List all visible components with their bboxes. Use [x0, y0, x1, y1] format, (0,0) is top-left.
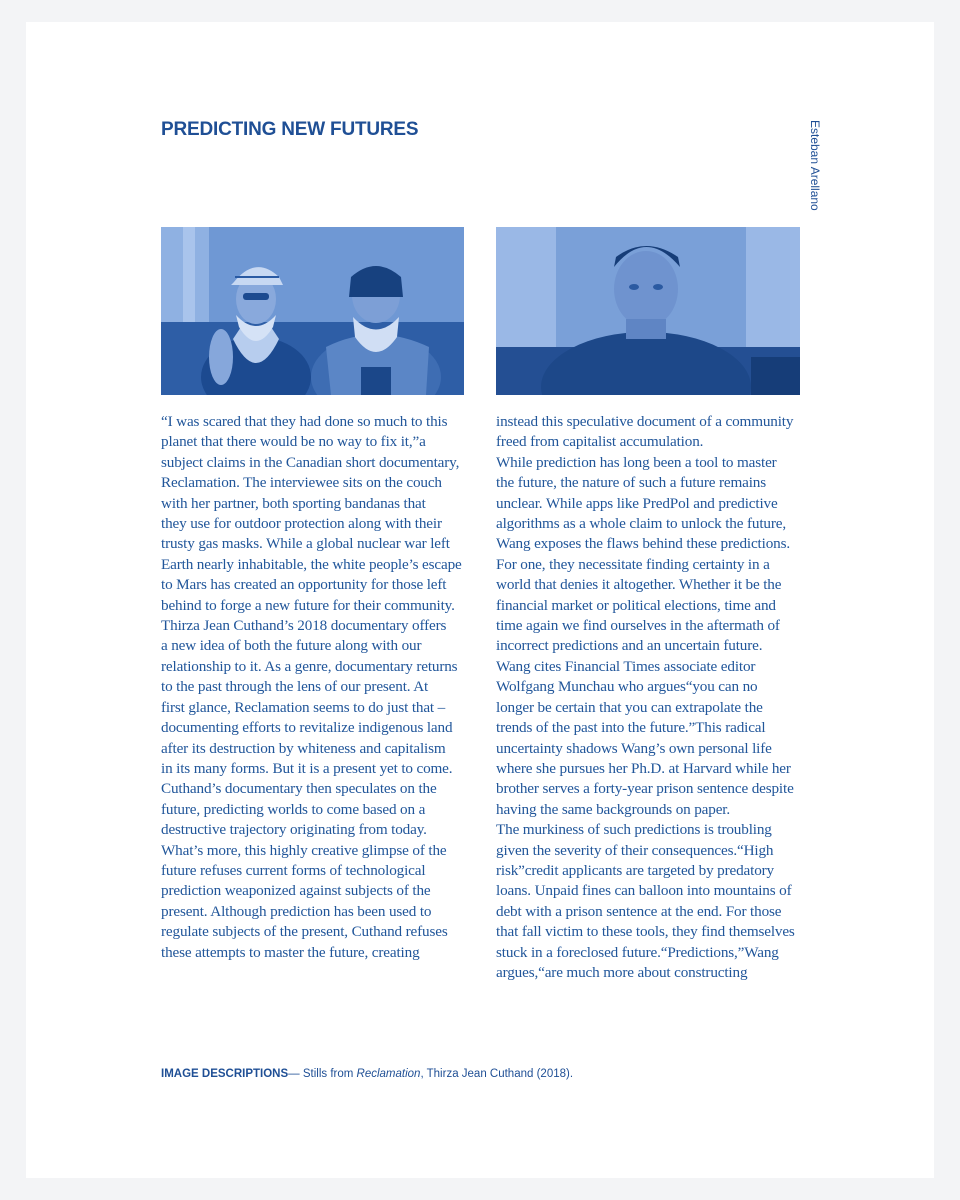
text-line: stuck in a foreclosed future.“Predictions,”Wang	[496, 943, 779, 961]
caption-dash: — Stills from	[288, 1068, 357, 1080]
text-line: to the past through the lens of our present. At	[161, 678, 429, 696]
text-line: where she pursues her Ph.D. at Harvard while her	[496, 759, 791, 777]
text-line: financial market or political elections, time and	[496, 596, 776, 614]
text-line: longer be certain that you can extrapolate the	[496, 698, 763, 716]
text-line: time again we find ourselves in the aftermath of	[496, 617, 780, 635]
caption-rest: , Thirza Jean Cuthand (2018).	[420, 1068, 574, 1080]
text-line: For one, they necessitate finding certainty in a	[496, 555, 770, 573]
text-line: world that denies it altogether. Whether it be the	[496, 576, 782, 594]
image-caption	[161, 1068, 573, 1080]
caption-label: IMAGE DESCRIPTIONS	[161, 1068, 289, 1080]
text-line: relationship to it. As a genre, documentary returns	[161, 657, 458, 675]
text-line: The murkiness of such predictions is troubling	[496, 821, 772, 839]
text-line: present. Although prediction has been used to	[161, 902, 432, 920]
text-line: algorithms as a whole claim to unlock the future,	[496, 515, 786, 533]
text-line: loans. Unpaid fines can balloon into mountains of	[496, 882, 792, 900]
text-line: risk”credit applicants are targeted by predatory	[496, 861, 775, 879]
text-line: brother serves a forty-year prison sentence despite	[496, 780, 794, 798]
text-line: freed from capitalist accumulation.	[496, 433, 704, 451]
text-line: Wolfgang Munchau who argues“you can no	[496, 678, 758, 696]
text-line: trusty gas masks. While a global nuclear war left	[161, 535, 450, 553]
text-line: destructive trajectory originating from today.	[161, 821, 427, 839]
text-line: they use for outdoor protection along with their	[161, 515, 442, 533]
page-title: PREDICTING NEW FUTURES	[161, 119, 419, 140]
text-line: Cuthand’s documentary then speculates on the	[161, 780, 437, 798]
text-line: incorrect predictions and an uncertain future.	[496, 637, 763, 655]
text-line: unclear. While apps like PredPol and predictive	[496, 494, 778, 512]
text-line: in its many forms. But it is a present yet to come.	[161, 759, 453, 777]
text-line: future refuses current forms of technological	[161, 861, 426, 879]
text-line: While prediction has long been a tool to master	[496, 453, 777, 471]
text-line: Wang cites Financial Times associate editor	[496, 657, 756, 675]
text-line: with her partner, both sporting bandanas that	[161, 494, 426, 512]
text-line: Thirza Jean Cuthand’s 2018 documentary offers	[161, 617, 447, 635]
text-line: instead this speculative document of a community	[496, 413, 794, 430]
text-line: regulate subjects of the present, Cuthand refuses	[161, 923, 448, 941]
text-line: given the severity of their consequences.“High	[496, 841, 774, 859]
text-line: Earth nearly inhabitable, the white people’s escape	[161, 555, 462, 573]
author-name: Esteban Arellano	[808, 120, 822, 211]
text-line: that fall victim to these tools, they find themselves	[496, 923, 795, 941]
text-line: behind to forge a new future for their community.	[161, 596, 455, 614]
caption-film-title: Reclamation	[356, 1068, 421, 1080]
text-line: future, predicting worlds to come based on a	[161, 800, 426, 818]
text-line: subject claims in the Canadian short documentary,	[161, 453, 460, 471]
film-still-two-women	[161, 227, 464, 395]
text-line: planet that there would be no way to fix it,”a	[161, 433, 426, 451]
text-line: to Mars has created an opportunity for those left	[161, 576, 447, 594]
text-line: these attempts to master the future, creating	[161, 943, 420, 961]
text-line: Wang exposes the flaws behind these predictions.	[496, 535, 790, 553]
text-line: the future, the nature of such a future remains	[496, 474, 767, 492]
text-line: debt with a prison sentence at the end. For those	[496, 902, 782, 920]
text-column-right	[496, 412, 806, 983]
text-column-left	[161, 412, 471, 963]
text-line: trends of the past into the future.”This radical	[496, 719, 766, 737]
text-line: after its destruction by whiteness and capitalism	[161, 739, 446, 757]
text-line: uncertainty shadows Wang’s own personal life	[496, 739, 772, 757]
text-line: documenting efforts to revitalize indigenous land	[161, 719, 453, 737]
text-line: first glance, Reclamation seems to do just that –	[161, 698, 446, 716]
text-line: Reclamation. The interviewee sits on the couch	[161, 474, 442, 492]
film-still-man	[496, 227, 800, 395]
text-line: “I was scared that they had done so much to this	[161, 413, 448, 430]
text-line: argues,“are much more about constructing	[496, 963, 748, 981]
text-line: What’s more, this highly creative glimpse of the	[161, 841, 447, 859]
text-line: prediction weaponized against subjects of the	[161, 882, 431, 900]
text-line: a new idea of both the future along with our	[161, 637, 422, 655]
text-line: having the same backgrounds on paper.	[496, 800, 731, 818]
